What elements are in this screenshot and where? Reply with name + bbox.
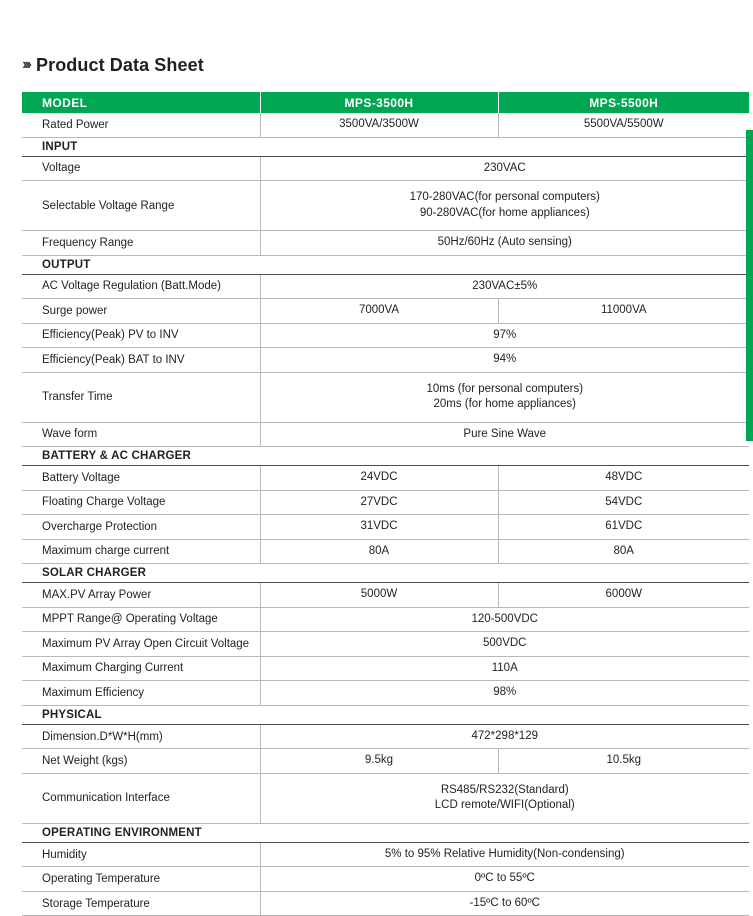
spec-row-label: MPPT Range@ Operating Voltage (22, 607, 260, 632)
spec-row (22, 323, 749, 348)
spec-row-value-shared: -15ºC to 60ºC (260, 891, 749, 916)
spec-row-label: Maximum Efficiency (22, 681, 260, 706)
spec-row (22, 842, 749, 867)
spec-row-value-shared: 97% (260, 323, 749, 348)
spec-row-label: Maximum PV Array Open Circuit Voltage (22, 632, 260, 657)
spec-row-label: Efficiency(Peak) BAT to INV (22, 348, 260, 373)
spec-row-label: Frequency Range (22, 231, 260, 256)
spec-row-value-model-b: 6000W (498, 583, 749, 608)
spec-row-label: Operating Temperature (22, 867, 260, 892)
header-cell-model: MODEL (22, 92, 260, 113)
spec-row-label: Floating Charge Voltage (22, 490, 260, 515)
spec-row (22, 583, 749, 608)
section-header-label: BATTERY & AC CHARGER (22, 447, 749, 466)
spec-table-header-row (22, 92, 749, 113)
spec-row-label: MAX.PV Array Power (22, 583, 260, 608)
section-header-label: PHYSICAL (22, 705, 749, 724)
triple-chevron-right-icon: ››› (22, 55, 29, 73)
spec-row (22, 113, 749, 137)
spec-row (22, 773, 749, 823)
spec-row-value-shared: 500VDC (260, 632, 749, 657)
page-title (22, 55, 204, 76)
spec-section-header-row (22, 447, 749, 466)
spec-row-value-model-b: 10.5kg (498, 749, 749, 774)
spec-row-value-model-b: 54VDC (498, 490, 749, 515)
spec-row (22, 867, 749, 892)
spec-row-value-shared: 120-500VDC (260, 607, 749, 632)
section-header-label: SOLAR CHARGER (22, 564, 749, 583)
spec-row-label: Maximum charge current (22, 539, 260, 564)
spec-section-header-row (22, 137, 749, 156)
spec-row (22, 539, 749, 564)
spec-row-value-shared: 5% to 95% Relative Humidity(Non-condensing) (260, 842, 749, 867)
spec-row-value-model-a: 9.5kg (260, 749, 498, 774)
spec-row-label: Net Weight (kgs) (22, 749, 260, 774)
spec-row-label: Transfer Time (22, 372, 260, 422)
section-header-label: OUTPUT (22, 255, 749, 274)
spec-row (22, 156, 749, 181)
spec-row (22, 724, 749, 749)
product-spec-sheet (22, 92, 749, 916)
spec-row (22, 632, 749, 657)
spec-row-value-model-a: 27VDC (260, 490, 498, 515)
spec-row-value-shared: 170-280VAC(for personal computers) 90-280VAC(for home appliances) (260, 181, 749, 231)
spec-row-label: Wave form (22, 422, 260, 447)
spec-row-value-shared: Pure Sine Wave (260, 422, 749, 447)
spec-row (22, 299, 749, 324)
spec-row-label: Voltage (22, 156, 260, 181)
spec-row-label: Surge power (22, 299, 260, 324)
spec-row-label: Efficiency(Peak) PV to INV (22, 323, 260, 348)
spec-row-value-model-b: 80A (498, 539, 749, 564)
spec-row-label: Selectable Voltage Range (22, 181, 260, 231)
spec-row (22, 515, 749, 540)
spec-row-label: Communication Interface (22, 773, 260, 823)
spec-row-value-model-b: 48VDC (498, 466, 749, 491)
spec-row (22, 490, 749, 515)
spec-row-value-model-b: 5500VA/5500W (498, 113, 749, 137)
spec-row-value-shared: 230VAC±5% (260, 274, 749, 299)
spec-section-header-row (22, 705, 749, 724)
spec-row-value-shared: 10ms (for personal computers) 20ms (for home appliances) (260, 372, 749, 422)
spec-row-label: Maximum Charging Current (22, 656, 260, 681)
spec-row-value-model-a: 5000W (260, 583, 498, 608)
spec-row (22, 891, 749, 916)
spec-row (22, 466, 749, 491)
spec-row-value-model-a: 3500VA/3500W (260, 113, 498, 137)
spec-row-value-shared: 94% (260, 348, 749, 373)
spec-row-value-shared: RS485/RS232(Standard) LCD remote/WIFI(Optional) (260, 773, 749, 823)
spec-row-label: Storage Temperature (22, 891, 260, 916)
spec-row (22, 274, 749, 299)
spec-row-value-shared: 110A (260, 656, 749, 681)
spec-row-value-shared: 50Hz/60Hz (Auto sensing) (260, 231, 749, 256)
spec-section-header-row (22, 823, 749, 842)
spec-row-value-model-a: 24VDC (260, 466, 498, 491)
spec-row-value-shared: 98% (260, 681, 749, 706)
spec-row-label: AC Voltage Regulation (Batt.Mode) (22, 274, 260, 299)
page-title-text: Product Data Sheet (35, 55, 204, 75)
green-accent-bar (746, 130, 753, 441)
spec-row (22, 749, 749, 774)
spec-row-label: Overcharge Protection (22, 515, 260, 540)
spec-row (22, 372, 749, 422)
spec-row-label: Battery Voltage (22, 466, 260, 491)
spec-row (22, 181, 749, 231)
spec-row-value-model-a: 80A (260, 539, 498, 564)
header-cell-model-b: MPS-5500H (498, 92, 749, 113)
spec-row-value-model-b: 61VDC (498, 515, 749, 540)
spec-row-value-model-a: 7000VA (260, 299, 498, 324)
spec-row (22, 422, 749, 447)
spec-row-value-shared: 230VAC (260, 156, 749, 181)
header-cell-model-a: MPS-3500H (260, 92, 498, 113)
spec-row (22, 656, 749, 681)
spec-section-header-row (22, 564, 749, 583)
spec-table (22, 92, 749, 916)
spec-row (22, 348, 749, 373)
section-header-label: OPERATING ENVIRONMENT (22, 823, 749, 842)
section-header-label: INPUT (22, 137, 749, 156)
spec-row-label: Humidity (22, 842, 260, 867)
spec-table-body (22, 92, 749, 916)
spec-row (22, 681, 749, 706)
spec-row-value-shared: 0ºC to 55ºC (260, 867, 749, 892)
spec-row (22, 607, 749, 632)
spec-row-value-shared: 472*298*129 (260, 724, 749, 749)
spec-row-label: Rated Power (22, 113, 260, 137)
spec-row-value-model-a: 31VDC (260, 515, 498, 540)
spec-section-header-row (22, 255, 749, 274)
spec-row-value-model-b: 11000VA (498, 299, 749, 324)
spec-row (22, 231, 749, 256)
spec-row-label: Dimension.D*W*H(mm) (22, 724, 260, 749)
